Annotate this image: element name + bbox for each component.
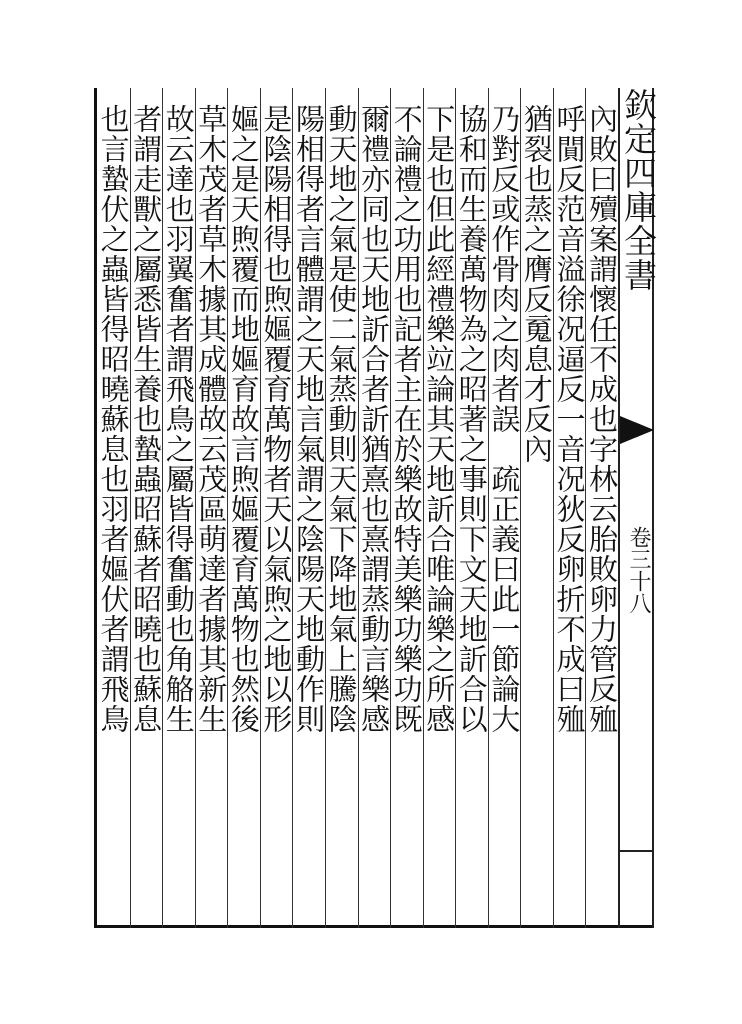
column-divider [162,88,163,928]
text-column: 是陰陽相得也煦嫗覆育萬物者天以氣煦之地以形 [259,104,294,734]
column-divider [520,88,521,928]
column-divider [390,88,391,928]
text-column: 故云達也羽翼奮者謂飛鳥之屬皆得奮動也角觡生 [161,104,196,734]
column-divider [325,88,326,928]
text-column: 草木茂者草木據其成體故云茂區萌達者據其新生 [194,104,229,734]
column-divider [358,88,359,928]
column-divider [260,88,261,928]
column-divider [423,88,424,928]
column-divider [553,88,554,928]
text-column: 內敗曰殰案謂懷任不成也字林云胎敗卵力管反殈 [585,104,619,734]
book-title: 欽定四庫全書 [619,88,658,292]
text-column: 協和而生養萬物為之昭著之事則下文天地訢合以 [454,104,489,734]
column-divider [195,88,196,928]
volume-number: 卷三十八 [626,526,651,614]
column-divider [585,88,586,928]
banxin-column [618,88,658,928]
column-divider [292,88,293,928]
text-column: 不論禮之功用也記者主在於樂故特美樂功樂功既 [389,104,424,734]
text-column: 乃對反或作骨肉之肉者誤 疏正義曰此一節論大 [487,104,522,734]
text-column: 爾禮亦同也天地訢合者訢猶熹也熹謂蒸動言樂感 [357,104,392,734]
text-column: 也言蟄伏之蟲皆得昭曉蘇息也羽者嫗伏者謂飛鳥 [96,104,131,734]
column-divider [130,88,131,928]
text-column: 者謂走獸之屬悉皆生養也蟄蟲昭蘇者昭曉也蘇息 [129,104,164,734]
text-column: 下是也但此經禮樂竝論其天地訢合唯論樂之所感 [422,104,457,734]
column-divider [227,88,228,928]
column-divider [488,88,489,928]
text-column: 猶裂也蒸之膺反䰟息才反內 [519,104,554,464]
fishtail-mark-icon [620,416,654,444]
column-divider [455,88,456,928]
text-column: 呼閴反范音溢徐况逼反一音况狄反卵折不成曰殈 [552,104,587,734]
banxin-rule [620,850,654,852]
text-column: 陽相得者言體謂之天地言氣謂之陰陽天地動作則 [291,104,326,734]
text-column: 動天地之氣是使二氣蒸動則天氣下降地氣上騰陰 [324,104,359,734]
text-column: 嫗之是天煦覆而地嫗育故言煦嫗覆育萬物也然後 [226,104,261,734]
